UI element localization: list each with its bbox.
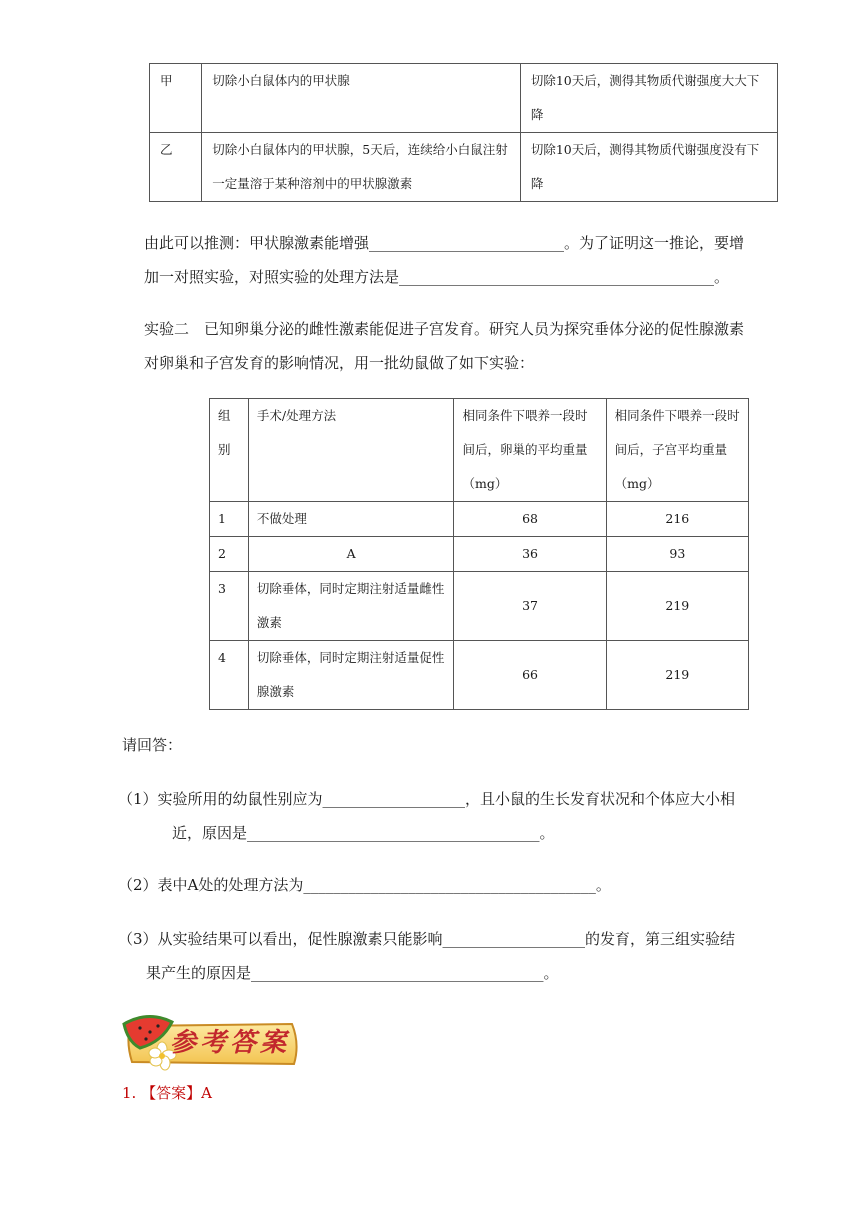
question-text: 近，原因是 [172,824,248,842]
experiment2-intro-line2: 对卵巢和子宫发育的影响情况，用一批幼鼠做了如下实验： [144,354,535,372]
experiment2-intro-line1: 实验二 已知卵巢分泌的雌性激素能促进子宫发育。研究人员为探究垂体分泌的促性腺激素 [144,320,745,338]
group-cell: 甲 [150,64,202,133]
result-cell: 切除10天后，测得其物质代谢强度没有下降 [520,133,777,202]
result-cell: 切除10天后，测得其物质代谢强度大大下降 [520,64,777,133]
answer-blank[interactable]: ___________________ [442,930,586,948]
table-row [210,572,749,641]
question-1-line1 [118,782,735,816]
table-row [150,64,778,133]
inference-line-1 [144,226,744,260]
ovary-weight-cell: 66 [454,641,606,710]
inference-text: 由此可以推测：甲状腺激素能增强 [144,234,370,252]
answer-line: 1. 【答案】A [122,1084,212,1102]
question-text-tail: 。 [543,964,559,982]
reference-answer-badge [122,1012,302,1074]
method-cell: 切除小白鼠体内的甲状腺 [202,64,521,133]
header-uterus-weight: 相同条件下喂养一段时间后，子宫平均重量（mg） [606,399,748,502]
question-text: （2）表中A处的处理方法为 [118,876,304,894]
uterus-weight-cell: 216 [606,502,748,537]
answer-blank[interactable]: _______________________________________ [251,964,544,982]
method-cell: 切除垂体，同时定期注射适量雌性激素 [248,572,454,641]
question-text-tail: ，且小鼠的生长发育状况和个体应大小相 [465,790,736,808]
uterus-weight-cell: 219 [606,641,748,710]
method-cell: 切除垂体，同时定期注射适量促性腺激素 [248,641,454,710]
answer-blank[interactable]: __________________________ [369,234,565,252]
table-row [210,502,749,537]
question-2 [118,868,611,902]
header-group: 组别 [210,399,249,502]
answer-blank[interactable]: ___________________ [322,790,466,808]
control-text: 加一对照实验，对照实验的处理方法是 [144,268,400,286]
question-1-line2 [172,816,555,850]
gonadotropin-experiment-table [209,398,749,710]
header-method: 手术/处理方法 [248,399,454,502]
uterus-weight-cell: 93 [606,537,748,572]
thyroid-experiment-table [149,63,778,202]
inference-text-tail: 。为了证明这一推论，要增 [564,234,745,252]
ovary-weight-cell: 68 [454,502,606,537]
group-cell: 乙 [150,133,202,202]
question-text-tail: 的发育，第三组实验结 [585,930,736,948]
header-ovary-weight: 相同条件下喂养一段时间后，卵巢的平均重量（mg） [454,399,606,502]
method-cell: A [248,537,454,572]
group-cell: 1 [210,502,249,537]
answer-blank[interactable]: _______________________________________ [303,876,596,894]
method-cell: 不做处理 [248,502,454,537]
inference-line-2 [144,260,729,294]
group-cell: 4 [210,641,249,710]
ovary-weight-cell: 36 [454,537,606,572]
question-text: （1）实验所用的幼鼠性别应为 [118,790,323,808]
uterus-weight-cell: 219 [606,572,748,641]
question-3-line2 [146,956,559,990]
table-header-row [210,399,749,502]
question-text: （3）从实验结果可以看出，促性腺激素只能影响 [118,930,443,948]
question-text-tail: 。 [539,824,555,842]
badge-title: 参考答案 [170,1028,291,1058]
table-row [210,641,749,710]
group-cell: 3 [210,572,249,641]
ovary-weight-cell: 37 [454,572,606,641]
table-row [210,537,749,572]
answer-blank[interactable]: __________________________________________ [399,268,715,286]
method-cell: 切除小白鼠体内的甲状腺，5天后，连续给小白鼠注射一定量溶于某种溶剂中的甲状腺激素 [202,133,521,202]
question-3-line1 [118,922,735,956]
question-text: 果产生的原因是 [146,964,252,982]
table-row [150,133,778,202]
group-cell: 2 [210,537,249,572]
control-text-tail: 。 [714,268,730,286]
answer-blank[interactable]: _______________________________________ [247,824,540,842]
please-answer: 请回答： [122,736,183,754]
question-text-tail: 。 [595,876,611,894]
